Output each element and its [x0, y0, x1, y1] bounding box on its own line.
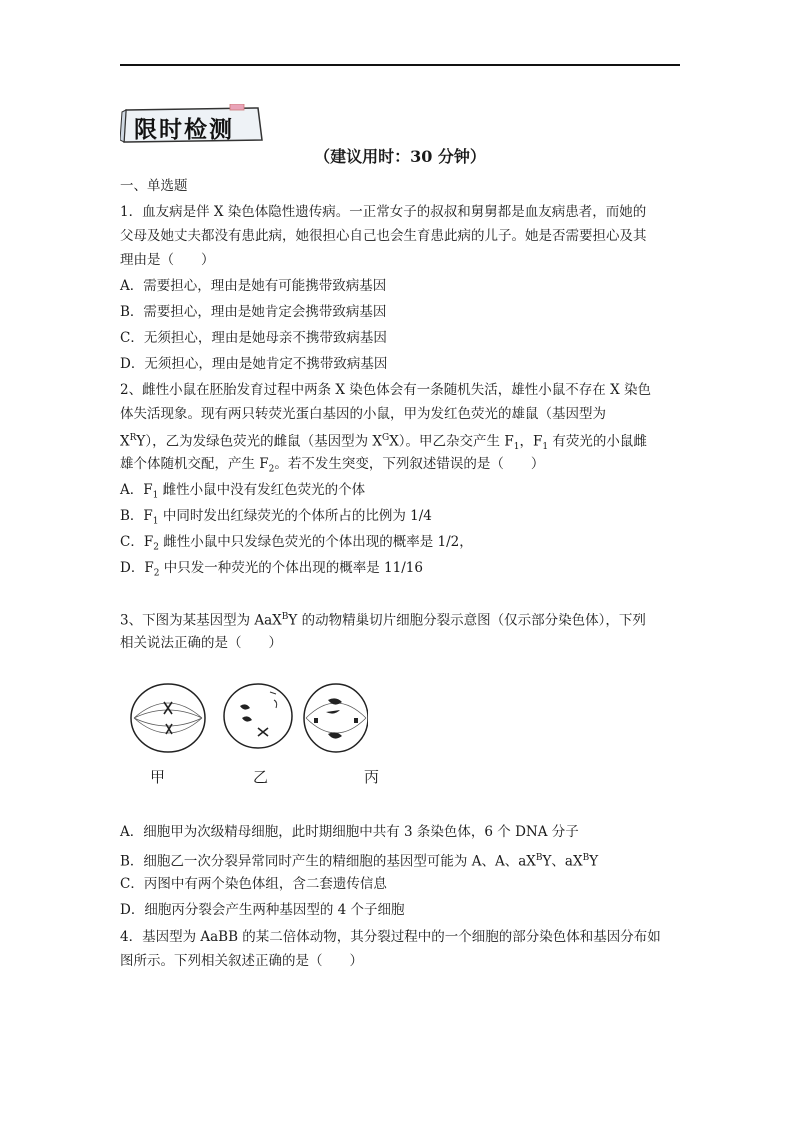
q3-stem-line-1: 3、下图为某基因型为 AaX$^B$Y 的动物精巢切片细胞分裂示意图（仅示部分染色体），下列 [120, 612, 646, 629]
q2-stem-line-4: 雄个体随机交配，产生 $F_2$。若不发生突变，下列叙述错误的是（ ） [120, 456, 545, 475]
q2-stem-line-3: $X^RY$），乙为发绿色荧光的雌鼠（基因型为 $X^GX$）。甲乙杂交产生 $F_1$，$F_1$ 有荧光的小鼠雌 [120, 433, 647, 453]
q1-option-c: C．无须担心，理由是她母亲不携带致病基因 [120, 330, 387, 346]
q1-stem-line-3: 理由是（ ） [120, 252, 215, 268]
q1-option-a: A．需要担心，理由是她有可能携带致病基因 [120, 278, 387, 294]
q2-option-a: A．$F_1$ 雌性小鼠中没有发红色荧光的个体 [120, 482, 366, 501]
cell-yi [224, 684, 292, 748]
section-title: 一、单选题 [120, 178, 188, 194]
figure-label-bing: 丙 [364, 768, 380, 786]
q1-stem-line-2: 父母及她丈夫都没有患此病，她很担心自己也会生育患此病的儿子。她是否需要担心及其 [120, 228, 647, 244]
q3-stem-line-2: 相关说法正确的是（ ） [120, 635, 282, 651]
q2-option-d: D．$F_2$ 中只发一种荧光的个体出现的概率是 11/16 [120, 560, 423, 579]
q4-stem-line-2: 图所示。下列相关叙述正确的是（ ） [120, 953, 363, 969]
q1-option-b: B．需要担心，理由是她肯定会携带致病基因 [120, 304, 387, 320]
q3-option-a: A．细胞甲为次级精母细胞，此时期细胞中共有 3 条染色体，6 个 DNA 分子 [120, 824, 579, 840]
q1-stem-line-1: 1．血友病是伴 X 染色体隐性遗传病。一正常女子的叔叔和舅舅都是血友病患者，而她的 [120, 204, 647, 220]
figure-label-yi: 乙 [253, 768, 269, 786]
q2-stem-line-2: 体失活现象。现有两只转荧光蛋白基因的小鼠，甲为发红色荧光的雄鼠（基因型为 [120, 406, 606, 422]
time-hint: （建议用时：30 分钟） [314, 147, 486, 166]
badge-title: 限时检测 [134, 116, 234, 143]
q3-option-c: C．丙图中有两个染色体组，含二套遗传信息 [120, 876, 387, 892]
top-rule [120, 64, 680, 66]
cell-jia [131, 684, 205, 752]
figure-label-jia: 甲 [150, 768, 166, 786]
q1-option-d: D．无须担心，理由是她肯定不携带致病基因 [120, 356, 388, 372]
q2-option-c: C．$F_2$ 雌性小鼠中只发绿色荧光的个体出现的概率是 1/2， [120, 534, 473, 553]
q2-stem-line-1: 2、雌性小鼠在胚胎发育过程中两条 X 染色体会有一条随机失活，雄性小鼠不存在 X 染色 [120, 382, 651, 398]
cell-bing [304, 684, 368, 752]
q3-option-d: D．细胞丙分裂会产生两种基因型的 4 个子细胞 [120, 902, 405, 918]
q2-option-b: B．$F_1$ 中同时发出红绿荧光的个体所占的比例为 1/4 [120, 508, 432, 527]
q3-option-b: B．细胞乙一次分裂异常同时产生的精细胞的基因型可能为 A、A、$aX^BY$、$aX^BY$ [120, 853, 599, 870]
q4-stem-line-1: 4．基因型为 AaBB 的某二倍体动物，其分裂过程中的一个细胞的部分染色体和基因分布如 [120, 929, 661, 945]
